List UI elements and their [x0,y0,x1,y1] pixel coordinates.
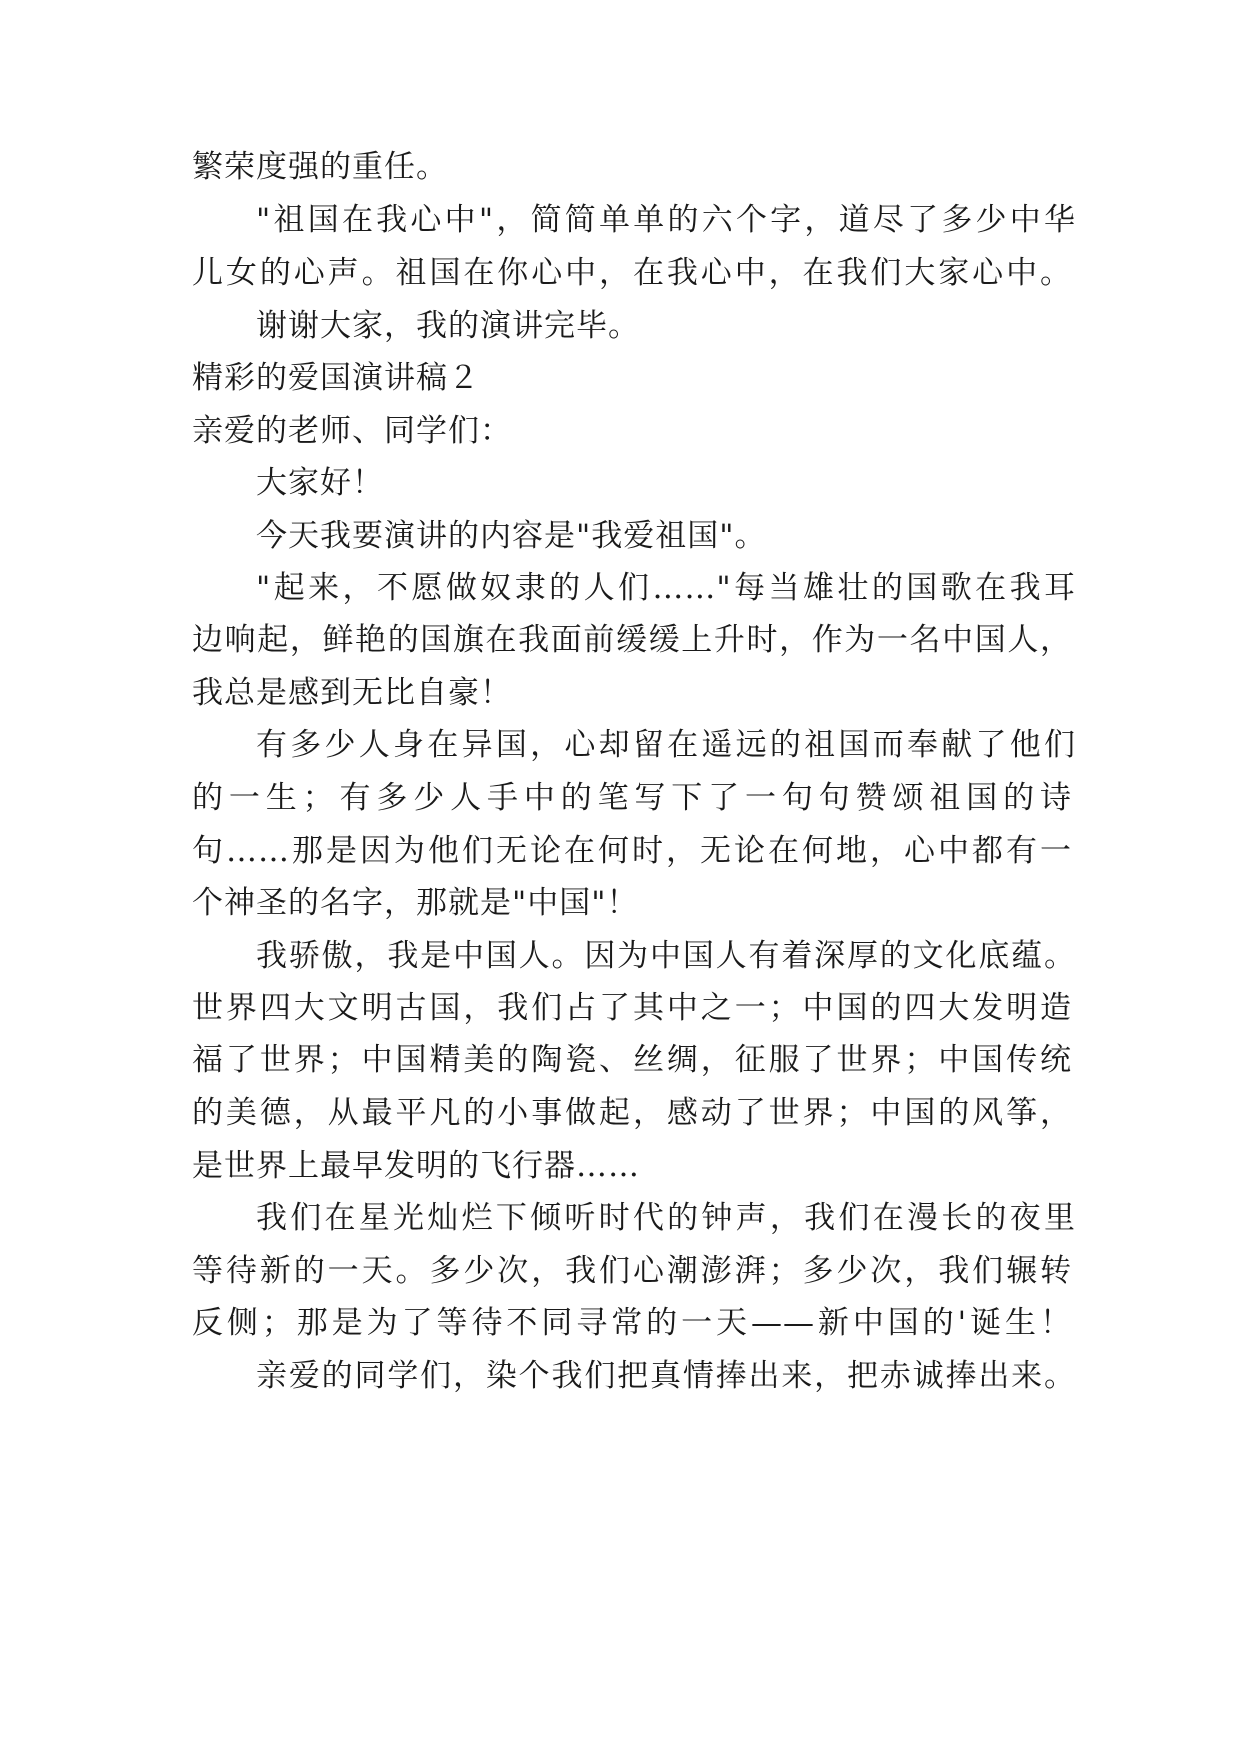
text-line: 我骄傲，我是中国人。因为中国人有着深厚的文化底蕴。 [256,938,1076,974]
text-line: 福了世界；中国精美的陶瓷、丝绸，征服了世界；中国传统 [192,1042,1072,1078]
salutation: 亲爱的老师、同学们： [192,413,512,449]
text-line: "起来，不愿做奴隶的人们……"每当雄壮的国歌在我耳 [256,570,1076,606]
text-line: 儿女的心声。祖国在你心中，在我心中，在我们大家心中。 [192,255,1072,291]
text-line: 大家好！ [256,465,384,501]
text-line: 反侧；那是为了等待不同寻常的一天——新中国的'诞生！ [192,1305,1072,1341]
section-heading: 精彩的爱国演讲稿２ [192,360,480,396]
text-line: 亲爱的同学们，染个我们把真情捧出来，把赤诚捧出来。 [256,1358,1076,1394]
text-line: 边响起，鲜艳的国旗在我面前缓缓上升时，作为一名中国人， [192,622,1072,658]
text-line: 等待新的一天。多少次，我们心潮澎湃；多少次，我们辗转 [192,1253,1072,1289]
text-line: "祖国在我心中"，简简单单的六个字，道尽了多少中华 [256,202,1076,238]
text-line: 我们在星光灿烂下倾听时代的钟声，我们在漫长的夜里 [256,1200,1076,1236]
text-line: 今天我要演讲的内容是"我爱祖国"。 [256,518,767,554]
text-line: 是世界上最早发明的飞行器…… [192,1148,640,1184]
text-line: 的一生；有多少人手中的笔写下了一句句赞颂祖国的诗 [192,780,1072,816]
text-line: 有多少人身在异国，心却留在遥远的祖国而奉献了他们 [256,727,1076,763]
text-line: 句……那是因为他们无论在何时，无论在何地，心中都有一 [192,833,1072,869]
text-line: 谢谢大家，我的演讲完毕。 [256,308,640,344]
text-line: 我总是感到无比自豪！ [192,675,512,711]
text-line: 个神圣的名字，那就是"中国"！ [192,885,639,921]
text-line: 繁荣度强的重任。 [192,149,448,185]
text-line: 世界四大文明古国，我们占了其中之一；中国的四大发明造 [192,990,1072,1026]
text-line: 的美德，从最平凡的小事做起，感动了世界；中国的风筝， [192,1095,1072,1131]
